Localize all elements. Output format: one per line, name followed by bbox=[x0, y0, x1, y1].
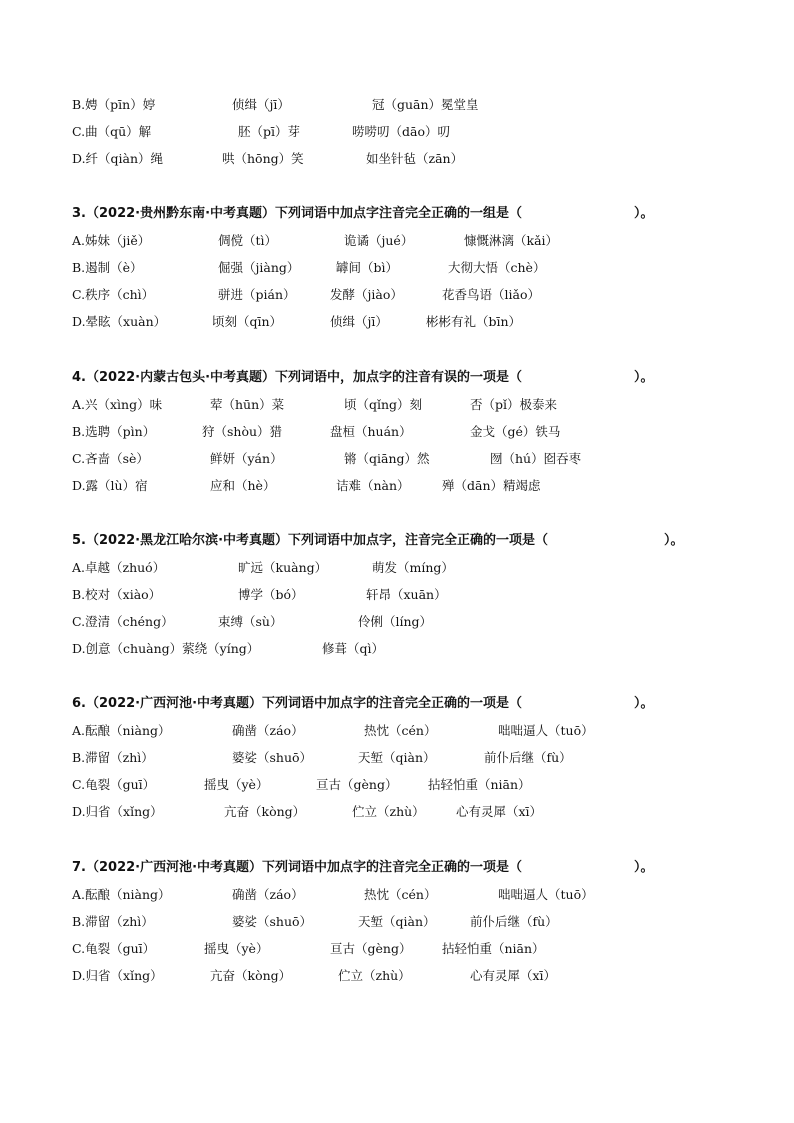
option-item: D.露（lù）宿 bbox=[72, 478, 148, 493]
option-item: 伶俐（líng） bbox=[358, 614, 433, 629]
option-item: 亘古（gèng） bbox=[330, 941, 412, 956]
option-item: 心有灵犀（xī） bbox=[456, 804, 543, 819]
option-item: 唠唠叨（dāo）叨 bbox=[352, 124, 450, 139]
option-item: A.酝酿（niàng） bbox=[72, 887, 171, 902]
option-item: 亢奋（kòng） bbox=[210, 968, 292, 983]
question-text: 7.（2022·广西河池·中考真题）下列词语中加点字的注音完全正确的一项是（ bbox=[72, 860, 523, 875]
question-6-title bbox=[72, 690, 772, 717]
option-item: 发酵（jiào） bbox=[330, 287, 403, 302]
option-item: 天堑（qiàn） bbox=[358, 750, 436, 765]
option-item: C.吝啬（sè） bbox=[72, 451, 149, 466]
answer-paren-close: ）。 bbox=[664, 533, 684, 548]
option-item: C.澄清（chéng） bbox=[72, 614, 174, 629]
option-item: 伫立（zhù） bbox=[338, 968, 411, 983]
q5-option-b bbox=[0, 581, 794, 608]
option-item: 伫立（zhù） bbox=[352, 804, 425, 819]
option-item: 胚（pī）芽 bbox=[238, 124, 300, 139]
option-item: 盘桓（huán） bbox=[330, 424, 412, 439]
option-item: C.龟裂（guī） bbox=[72, 777, 156, 792]
option-item: 如坐针毡（zān） bbox=[366, 151, 464, 166]
question-7-title bbox=[72, 854, 772, 881]
option-item: 彬彬有礼（bīn） bbox=[426, 314, 522, 329]
q3-option-b bbox=[0, 254, 794, 281]
answer-paren-close: ）。 bbox=[634, 370, 654, 385]
question-text: 4.（2022·内蒙古包头·中考真题）下列词语中，加点字的注音有误的一项是（ bbox=[72, 370, 523, 385]
option-item: B.滞留（zhì） bbox=[72, 750, 154, 765]
option-item: 诘难（nàn） bbox=[336, 478, 410, 493]
q7-option-b bbox=[0, 908, 794, 935]
option-item: 摇曳（yè） bbox=[204, 941, 269, 956]
option-item: 博学（bó） bbox=[238, 587, 304, 602]
question-text: 5.（2022·黑龙江哈尔滨·中考真题）下列词语中加点字，注音完全正确的一项是（ bbox=[72, 533, 549, 548]
option-item: 顷（qǐng）刻 bbox=[344, 397, 423, 412]
q6-option-b bbox=[0, 744, 794, 771]
q3-option-d bbox=[0, 308, 794, 335]
q5-option-d bbox=[0, 635, 794, 662]
option-item: 前仆后继（fù） bbox=[484, 750, 572, 765]
option-item: B.滞留（zhì） bbox=[72, 914, 154, 929]
option-item: B.校对（xiào） bbox=[72, 587, 162, 602]
option-item: 确凿（záo） bbox=[232, 723, 304, 738]
option-item: 金戈（gé）铁马 bbox=[470, 424, 561, 439]
option-item: 侦缉（jī） bbox=[330, 314, 388, 329]
option-item: 骈进（pián） bbox=[218, 287, 296, 302]
option-item: B.选聘（pìn） bbox=[72, 424, 156, 439]
option-item: A.酝酿（niàng） bbox=[72, 723, 171, 738]
option-item: 鲜妍（yán） bbox=[210, 451, 283, 466]
option-item: 咄咄逼人（tuō） bbox=[498, 887, 594, 902]
option-item: C.曲（qū）解 bbox=[72, 124, 152, 139]
option-item: 顷刻（qīn） bbox=[212, 314, 283, 329]
option-item: 天堑（qiàn） bbox=[358, 914, 436, 929]
q5-option-a bbox=[0, 554, 794, 581]
q4-option-b bbox=[0, 418, 794, 445]
question-5-title bbox=[72, 527, 772, 554]
q3-option-a bbox=[0, 227, 794, 254]
option-item: 应和（hè） bbox=[210, 478, 276, 493]
q2-option-d bbox=[0, 145, 794, 172]
option-item: D.归省（xǐng） bbox=[72, 968, 163, 983]
q7-option-c bbox=[0, 935, 794, 962]
question-3-title bbox=[72, 200, 772, 227]
q7-option-d bbox=[0, 962, 794, 989]
option-item: D.归省（xǐng） bbox=[72, 804, 163, 819]
option-item: D.创意（chuàng）萦绕（yíng） bbox=[72, 641, 260, 656]
option-item: 罅间（bì） bbox=[336, 260, 398, 275]
option-item: 倔强（jiàng） bbox=[218, 260, 300, 275]
question-text: 3.（2022·贵州黔东南·中考真题）下列词语中加点字注音完全正确的一组是（ bbox=[72, 206, 523, 221]
option-item: 热忱（cén） bbox=[364, 887, 437, 902]
option-item: 荤（hūn）菜 bbox=[210, 397, 285, 412]
option-item: 殚（dān）精竭虑 bbox=[442, 478, 541, 493]
q5-option-c bbox=[0, 608, 794, 635]
option-item: 亢奋（kòng） bbox=[224, 804, 306, 819]
option-item: 冠（guān）冕堂皇 bbox=[372, 97, 479, 112]
option-item: 前仆后继（fù） bbox=[470, 914, 558, 929]
option-item: B.遏制（è） bbox=[72, 260, 143, 275]
option-item: 倜傥（tì） bbox=[218, 233, 278, 248]
q6-option-d bbox=[0, 798, 794, 825]
option-item: 婆娑（shuō） bbox=[232, 750, 313, 765]
option-item: 热忱（cén） bbox=[364, 723, 437, 738]
option-item: 摇曳（yè） bbox=[204, 777, 269, 792]
option-item: 大彻大悟（chè） bbox=[448, 260, 546, 275]
option-item: 婆娑（shuō） bbox=[232, 914, 313, 929]
answer-paren-close: ）。 bbox=[634, 206, 654, 221]
option-item: D.纤（qiàn）绳 bbox=[72, 151, 164, 166]
option-item: 拈轻怕重（niān） bbox=[442, 941, 545, 956]
option-item: 慷慨淋漓（kǎi） bbox=[464, 233, 559, 248]
q6-option-a bbox=[0, 717, 794, 744]
q7-option-a bbox=[0, 881, 794, 908]
answer-paren-close: ）。 bbox=[634, 696, 654, 711]
option-item: A.姊妹（jiě） bbox=[72, 233, 151, 248]
q4-option-a bbox=[0, 391, 794, 418]
option-item: 诡谲（jué） bbox=[344, 233, 414, 248]
option-item: C.秩序（chì） bbox=[72, 287, 155, 302]
option-item: D.晕眩（xuàn） bbox=[72, 314, 167, 329]
question-4-title bbox=[72, 364, 772, 391]
option-item: B.娉（pīn）婷 bbox=[72, 97, 156, 112]
q6-option-c bbox=[0, 771, 794, 798]
option-item: 花香鸟语（liǎo） bbox=[442, 287, 540, 302]
option-item: 拈轻怕重（niān） bbox=[428, 777, 531, 792]
question-text: 6.（2022·广西河池·中考真题）下列词语中加点字的注音完全正确的一项是（ bbox=[72, 696, 523, 711]
option-item: 否（pǐ）极泰来 bbox=[470, 397, 557, 412]
q4-option-c bbox=[0, 445, 794, 472]
option-item: 修葺（qì） bbox=[322, 641, 384, 656]
option-item: 锵（qiāng）然 bbox=[344, 451, 430, 466]
option-item: 轩昂（xuān） bbox=[366, 587, 447, 602]
q2-option-c bbox=[0, 118, 794, 145]
option-item: 萌发（míng） bbox=[372, 560, 454, 575]
option-item: 束缚（sù） bbox=[218, 614, 283, 629]
q2-option-b bbox=[0, 91, 794, 118]
option-item: 咄咄逼人（tuō） bbox=[498, 723, 594, 738]
option-item: A.卓越（zhuó） bbox=[72, 560, 166, 575]
q3-option-c bbox=[0, 281, 794, 308]
option-item: 狩（shòu）猎 bbox=[202, 424, 283, 439]
option-item: 哄（hōng）笑 bbox=[222, 151, 304, 166]
option-item: C.龟裂（guī） bbox=[72, 941, 156, 956]
option-item: 旷远（kuàng） bbox=[238, 560, 328, 575]
option-item: A.兴（xìng）味 bbox=[72, 397, 163, 412]
option-item: 囫（hú）囵吞枣 bbox=[490, 451, 582, 466]
option-item: 侦缉（jī） bbox=[232, 97, 290, 112]
option-item: 确凿（záo） bbox=[232, 887, 304, 902]
option-item: 心有灵犀（xī） bbox=[470, 968, 557, 983]
answer-paren-close: ）。 bbox=[634, 860, 654, 875]
q4-option-d bbox=[0, 472, 794, 499]
option-item: 亘古（gèng） bbox=[316, 777, 398, 792]
